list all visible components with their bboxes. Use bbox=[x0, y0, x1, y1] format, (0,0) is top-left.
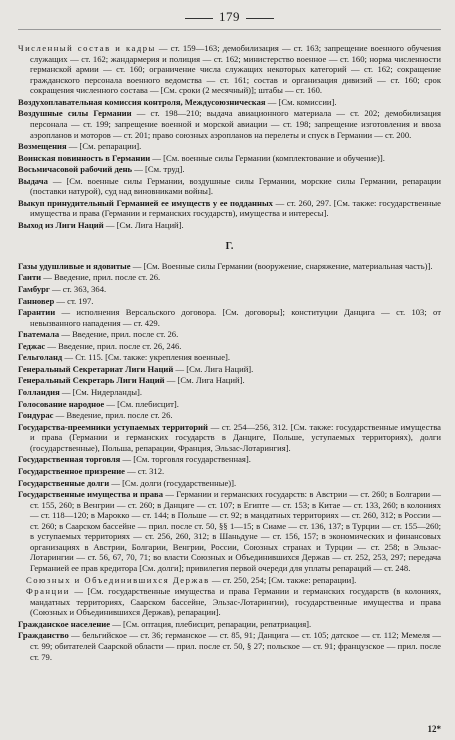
index-entry bbox=[18, 575, 441, 586]
index-entry bbox=[18, 261, 441, 272]
index-entry bbox=[18, 630, 441, 662]
entry-text: — [См. государственные имущества и права Германии и германских государств (в колониях, мандатных территориях, Саарском бассейне, Эльзас-Лотарингии), государственные имущества и права (Союзных и Объединившихся Держав), репарации]. bbox=[30, 586, 441, 618]
entry-text: — ст. 197. bbox=[54, 295, 94, 306]
entry-text: — Введение, прил. после ст. 26. bbox=[59, 329, 179, 340]
index-entry bbox=[18, 387, 441, 398]
index-entry bbox=[18, 341, 441, 352]
entry-term: Ганновер bbox=[18, 295, 55, 306]
entry-term: Гамбург bbox=[18, 283, 50, 294]
index-entry bbox=[18, 198, 441, 219]
index-entry bbox=[18, 164, 441, 175]
header-rule bbox=[18, 29, 441, 30]
entry-term: Геджас bbox=[18, 340, 46, 351]
entry-term: Гватемала bbox=[18, 329, 60, 340]
page-number: 179 bbox=[18, 9, 441, 25]
index-entry bbox=[18, 586, 441, 618]
page-header bbox=[18, 9, 441, 29]
index-entry bbox=[18, 422, 441, 454]
entry-text: — [См. военные силы Германии (комплектование и обучение)]. bbox=[150, 152, 385, 163]
index-entry bbox=[18, 329, 441, 340]
entry-term: Гельголанд bbox=[18, 352, 63, 363]
entry-term: Гондурас bbox=[18, 410, 54, 421]
entry-term: Государства-преемники уступаемых территорий bbox=[18, 421, 208, 432]
signature-mark: 12* bbox=[427, 724, 441, 734]
entry-term: Восьмичасовой рабочий день bbox=[18, 164, 133, 175]
entry-term: Государственные долги bbox=[18, 477, 110, 488]
entry-text: — Введение, прил. после ст. 26. bbox=[53, 410, 173, 421]
index-entry bbox=[18, 141, 441, 152]
index-entry bbox=[18, 478, 441, 489]
index-entry bbox=[18, 307, 441, 328]
entry-text: — [См. долги (государственные)]. bbox=[109, 477, 237, 488]
index-entry bbox=[18, 108, 441, 140]
entry-term: Воздухоплавательная комиссия контроля, Междусоюзническая bbox=[18, 96, 266, 107]
index-entry bbox=[18, 176, 441, 197]
entry-text: — [См. торговля государственная]. bbox=[120, 454, 251, 465]
entry-text: — ст. 250, 254; [См. также: репарации]. bbox=[209, 574, 357, 585]
entry-term: Численный состав и кадры bbox=[18, 43, 156, 53]
entry-text: — ст. 198—210; выдача авиационного материала — ст. 202; демобилизация персонала — ст. 199; запрещение военной и морской авиации — ст. 198; запрещение изготовления и ввоза аэропланов и моторов — ст. 201; право союзных аэропланов на перелеты и спуск в Германии — ст. 200. bbox=[30, 108, 441, 140]
entry-text: — Ст. 115. [См. также: укрепления военные]. bbox=[62, 352, 231, 363]
index-entry bbox=[18, 153, 441, 164]
entry-term: Голосование народное bbox=[18, 398, 105, 409]
index-entry bbox=[18, 619, 441, 630]
entry-term: Воздушные силы Германии bbox=[18, 108, 132, 119]
entry-term: Гаити bbox=[18, 272, 42, 283]
entry-term: Возмещения bbox=[18, 141, 67, 152]
index-entry bbox=[18, 43, 441, 96]
index-entries bbox=[18, 43, 441, 662]
entry-term: Государственная торговля bbox=[18, 454, 121, 465]
entry-text: — ст. 363, 364. bbox=[49, 283, 107, 294]
entry-text: — ст. 159—163; демобилизация — ст. 163; запрещение военного обучения служащих — ст. 162; жандармерия и полиция — ст. 162; министерство военное — ст. 160; норма численности германской армии — ст. 160; ограничение числа служащих некоторых категорий — ст. 162; сокращение гражданского персонала военного ведомства — ст. 161; состав и организация дивизий — ст. 160; срок сокращения численного состава — [См. сроки (2 месячный)]; штабы — ст. 160. bbox=[30, 43, 441, 96]
section-letter: Г. bbox=[225, 240, 234, 252]
entry-text: — [См. труд]. bbox=[132, 164, 185, 175]
entry-text: — [См. Лига Наций]. bbox=[164, 375, 245, 386]
entry-term: Воинская повинность в Германии bbox=[18, 152, 151, 163]
entry-term: Выдача bbox=[18, 175, 48, 186]
entry-text: — бельгийское — ст. 36; германское — ст. 85, 91; Данцига — ст. 105; датское — ст. 112; Мемеля — ст. 99; обитателей Саарской области — прил. после ст. 50, § 27; польское — ст. 91; французское — прил. после ст. 79. bbox=[30, 630, 441, 662]
entry-term: Газы удушливые и ядовитые bbox=[18, 260, 131, 271]
index-entry bbox=[18, 399, 441, 410]
index-entry bbox=[18, 364, 441, 375]
index-entry bbox=[18, 454, 441, 465]
entry-term: Гражданское население bbox=[18, 618, 111, 629]
entry-text: — [См. Лига Наций]. bbox=[173, 363, 254, 374]
index-entry bbox=[18, 296, 441, 307]
index-entry bbox=[18, 466, 441, 477]
entry-text: — Введение, прил. после ст. 26. bbox=[41, 272, 161, 283]
entry-text: — Германии и германских государств: в Австрии — ст. 260; в Болгарии — ст. 155, 260; в Венгрии — ст. 260; в Данциге — ст. 107; в Египте — ст. 153; в Китае — ст. 133, 260; в колониях — ст. 118—120; в Марокко — ст. 144; в Польше — ст. 92; в мандатных территориях — ст. 260, 312; в России — ст. 260; в Саарском бассейне — прил. после ст. 50, §§ 1—15; в Сиаме — ст. 136, 137; в Турции — ст. 155—260; в уступаемых территориях — ст. 256, 260, 312; в Шаньдуне — ст. 156, 157; в экономических и финансовых организациях в Австрии, Болгарии, Венгрии, России, Союзных странах и Турции — ст. 258; в Эльзас-Лотарингии — ст. 56, 67, 70, 71; во власти Союзных и Объединившихся Держав — ст. 252, 253, 297; передача Германией ее прав кредитора [См. долги]; привилегия первой очереди для уплаты репараций — ст. 248. bbox=[30, 489, 442, 574]
entry-text: — [См. репарации]. bbox=[66, 141, 142, 152]
index-entry bbox=[18, 489, 441, 574]
entry-term: Государственное призрение bbox=[18, 465, 125, 476]
index-entry bbox=[18, 352, 441, 363]
entries-before-section bbox=[18, 43, 441, 231]
index-entry bbox=[18, 284, 441, 295]
entry-term: Выкуп принудительный Германией ее имуществ у ее подданных bbox=[18, 197, 273, 208]
entry-term: Голландия bbox=[18, 387, 60, 398]
entry-term: Государственные имущества и права bbox=[18, 489, 163, 500]
entry-text: — [См. Лига Наций]. bbox=[103, 220, 184, 230]
entry-text: — ст. 254—256, 312. [См. также: государственные имущества и права (Германии и германских государств в Данциге, Польше, уступаемых территориях), долги (государственные), Польша, репарации, Франция, Эльзас-Лотарингия]. bbox=[30, 421, 441, 453]
entry-text: — исполнения Версальского договора. [См. договоры]; конституции Данцига — ст. 103; от невызванного нападения — ст. 429. bbox=[30, 307, 441, 328]
entry-term: Генеральный Секретарь Лиги Наций bbox=[18, 375, 165, 386]
entry-text: — ст. 260, 297. [См. также: государственные имущества и права (Германии и германских государств), имущества и интересы]. bbox=[30, 197, 441, 219]
entry-text: — Введение, прил. после ст. 26, 246. bbox=[45, 340, 182, 351]
entry-text: — ст. 312. bbox=[125, 465, 165, 476]
entry-term: Союзных и Объединившихся Держав bbox=[26, 574, 210, 585]
entry-term: Франции bbox=[26, 586, 70, 597]
index-entry bbox=[18, 410, 441, 421]
entry-text: — [См. плебисцит]. bbox=[104, 398, 179, 409]
entry-text: — [См. Нидерланды]. bbox=[59, 387, 143, 398]
entry-term: Генеральный Секретариат Лиги Наций bbox=[18, 363, 174, 374]
index-entry bbox=[18, 220, 441, 231]
entry-text: — [См. оптация, плебисцит, репарации, репатриация]. bbox=[110, 618, 312, 629]
entry-term: Гарантии bbox=[18, 307, 56, 318]
entry-text: — [См. военные силы Германии, воздушные силы Германии, морские силы Германии, репарации (поставки натурой), суд над виновниками войны]. bbox=[30, 175, 441, 197]
entry-text: — [См. Военные силы Германии (вооружение, снаряжение, материальная часть)]. bbox=[130, 260, 433, 271]
index-entry bbox=[18, 375, 441, 386]
index-entry bbox=[18, 97, 441, 108]
entries-after-section bbox=[18, 261, 441, 662]
entry-term: Выход из Лиги Наций bbox=[18, 220, 104, 230]
index-entry bbox=[18, 272, 441, 283]
entry-text: — [См. комиссии]. bbox=[265, 96, 337, 107]
entry-term: Гражданство bbox=[18, 630, 69, 641]
